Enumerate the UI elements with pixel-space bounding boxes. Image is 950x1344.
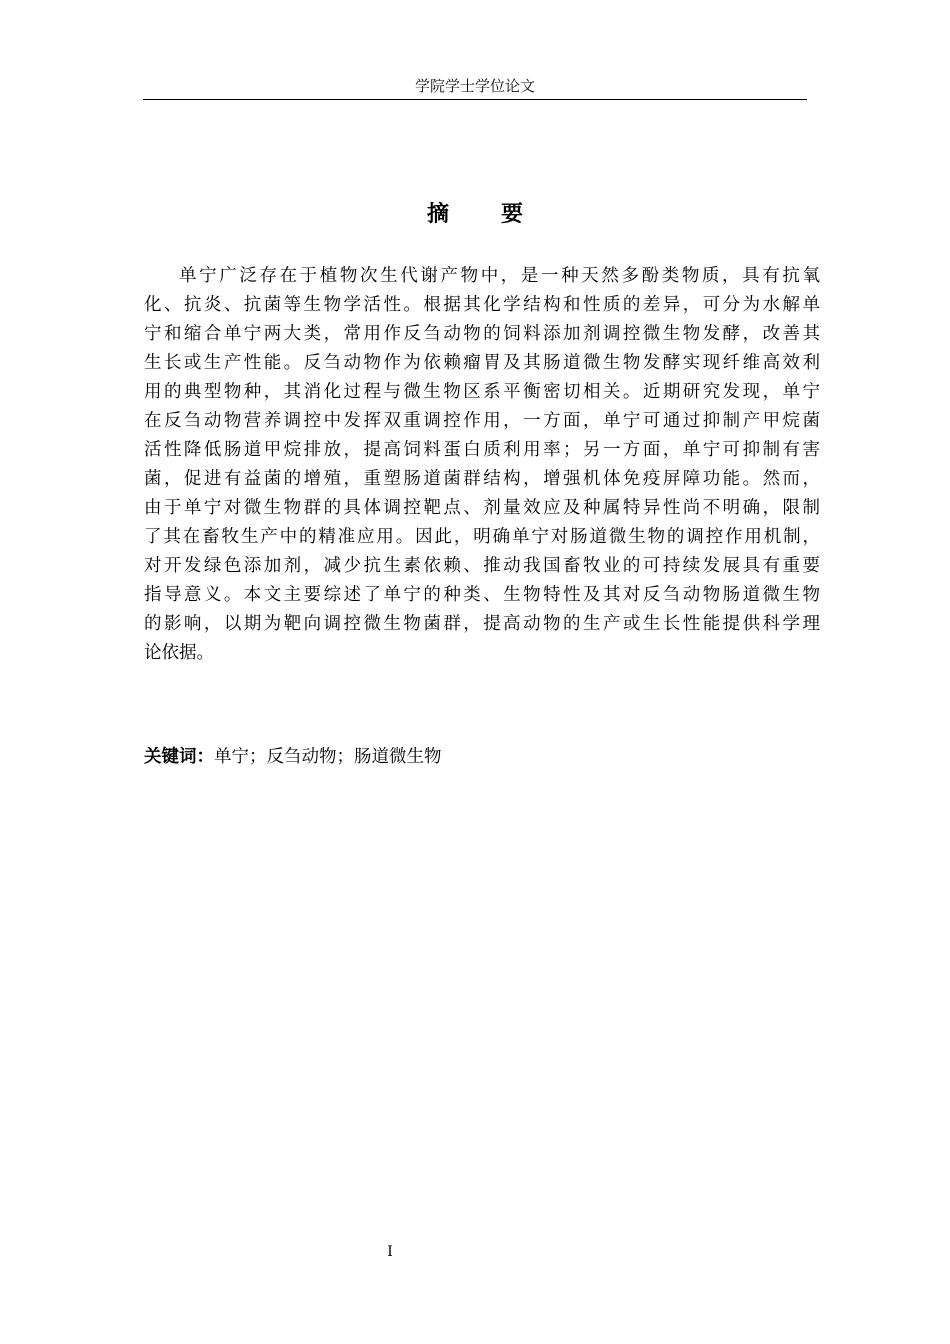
abstract-line: 单宁广泛存在于植物次生代谢产物中，是一种天然多酚类物质，具有抗氧 xyxy=(179,266,820,286)
abstract-line: 宁和缩合单宁两大类，常用作反刍动物的饲料添加剂调控微生物发酵，改善其 xyxy=(144,324,820,344)
abstract-heading-char-2: 要 xyxy=(501,202,524,227)
abstract-line: 生长或生产性能。反刍动物作为依赖瘤胃及其肠道微生物发酵实现纤维高效利 xyxy=(144,353,820,373)
abstract-line: 化、抗炎、抗菌等生物学活性。根据其化学结构和性质的差异，可分为水解单 xyxy=(144,295,820,315)
abstract-heading xyxy=(143,200,807,230)
abstract-line: 菌，促进有益菌的增殖，重塑肠道菌群结构，增强机体免疫屏障功能。然而， xyxy=(144,469,820,489)
abstract-body xyxy=(144,262,820,668)
abstract-line: 用的典型物种，其消化过程与微生物区系平衡密切相关。近期研究发现，单宁 xyxy=(144,382,820,402)
abstract-line: 了其在畜牧生产中的精准应用。因此，明确单宁对肠道微生物的调控作用机制， xyxy=(144,527,820,547)
abstract-line: 在反刍动物营养调控中发挥双重调控作用，一方面，单宁可通过抑制产甲烷菌 xyxy=(144,411,820,431)
abstract-line: 论依据。 xyxy=(144,643,214,663)
abstract-line: 的影响，以期为靶向调控微生物菌群，提高动物的生产或生长性能提供科学理 xyxy=(144,614,820,634)
header-rule xyxy=(143,99,807,100)
keywords xyxy=(144,743,442,772)
page-number: I xyxy=(387,1244,393,1260)
abstract-line: 指导意义。本文主要综述了单宁的种类、生物特性及其对反刍动物肠道微生物 xyxy=(144,585,820,605)
keywords-text: 单宁；反刍动物；肠道微生物 xyxy=(214,747,442,767)
running-header: 学院学士学位论文 xyxy=(414,77,535,95)
keywords-label: 关键词： xyxy=(144,747,214,767)
abstract-line: 对开发绿色添加剂，减少抗生素依赖、推动我国畜牧业的可持续发展具有重要 xyxy=(144,556,820,576)
abstract-heading-char-1: 摘 xyxy=(426,202,449,227)
abstract-line: 活性降低肠道甲烷排放，提高饲料蛋白质利用率；另一方面，单宁可抑制有害 xyxy=(144,440,820,460)
abstract-line: 由于单宁对微生物群的具体调控靶点、剂量效应及种属特异性尚不明确，限制 xyxy=(144,498,820,518)
